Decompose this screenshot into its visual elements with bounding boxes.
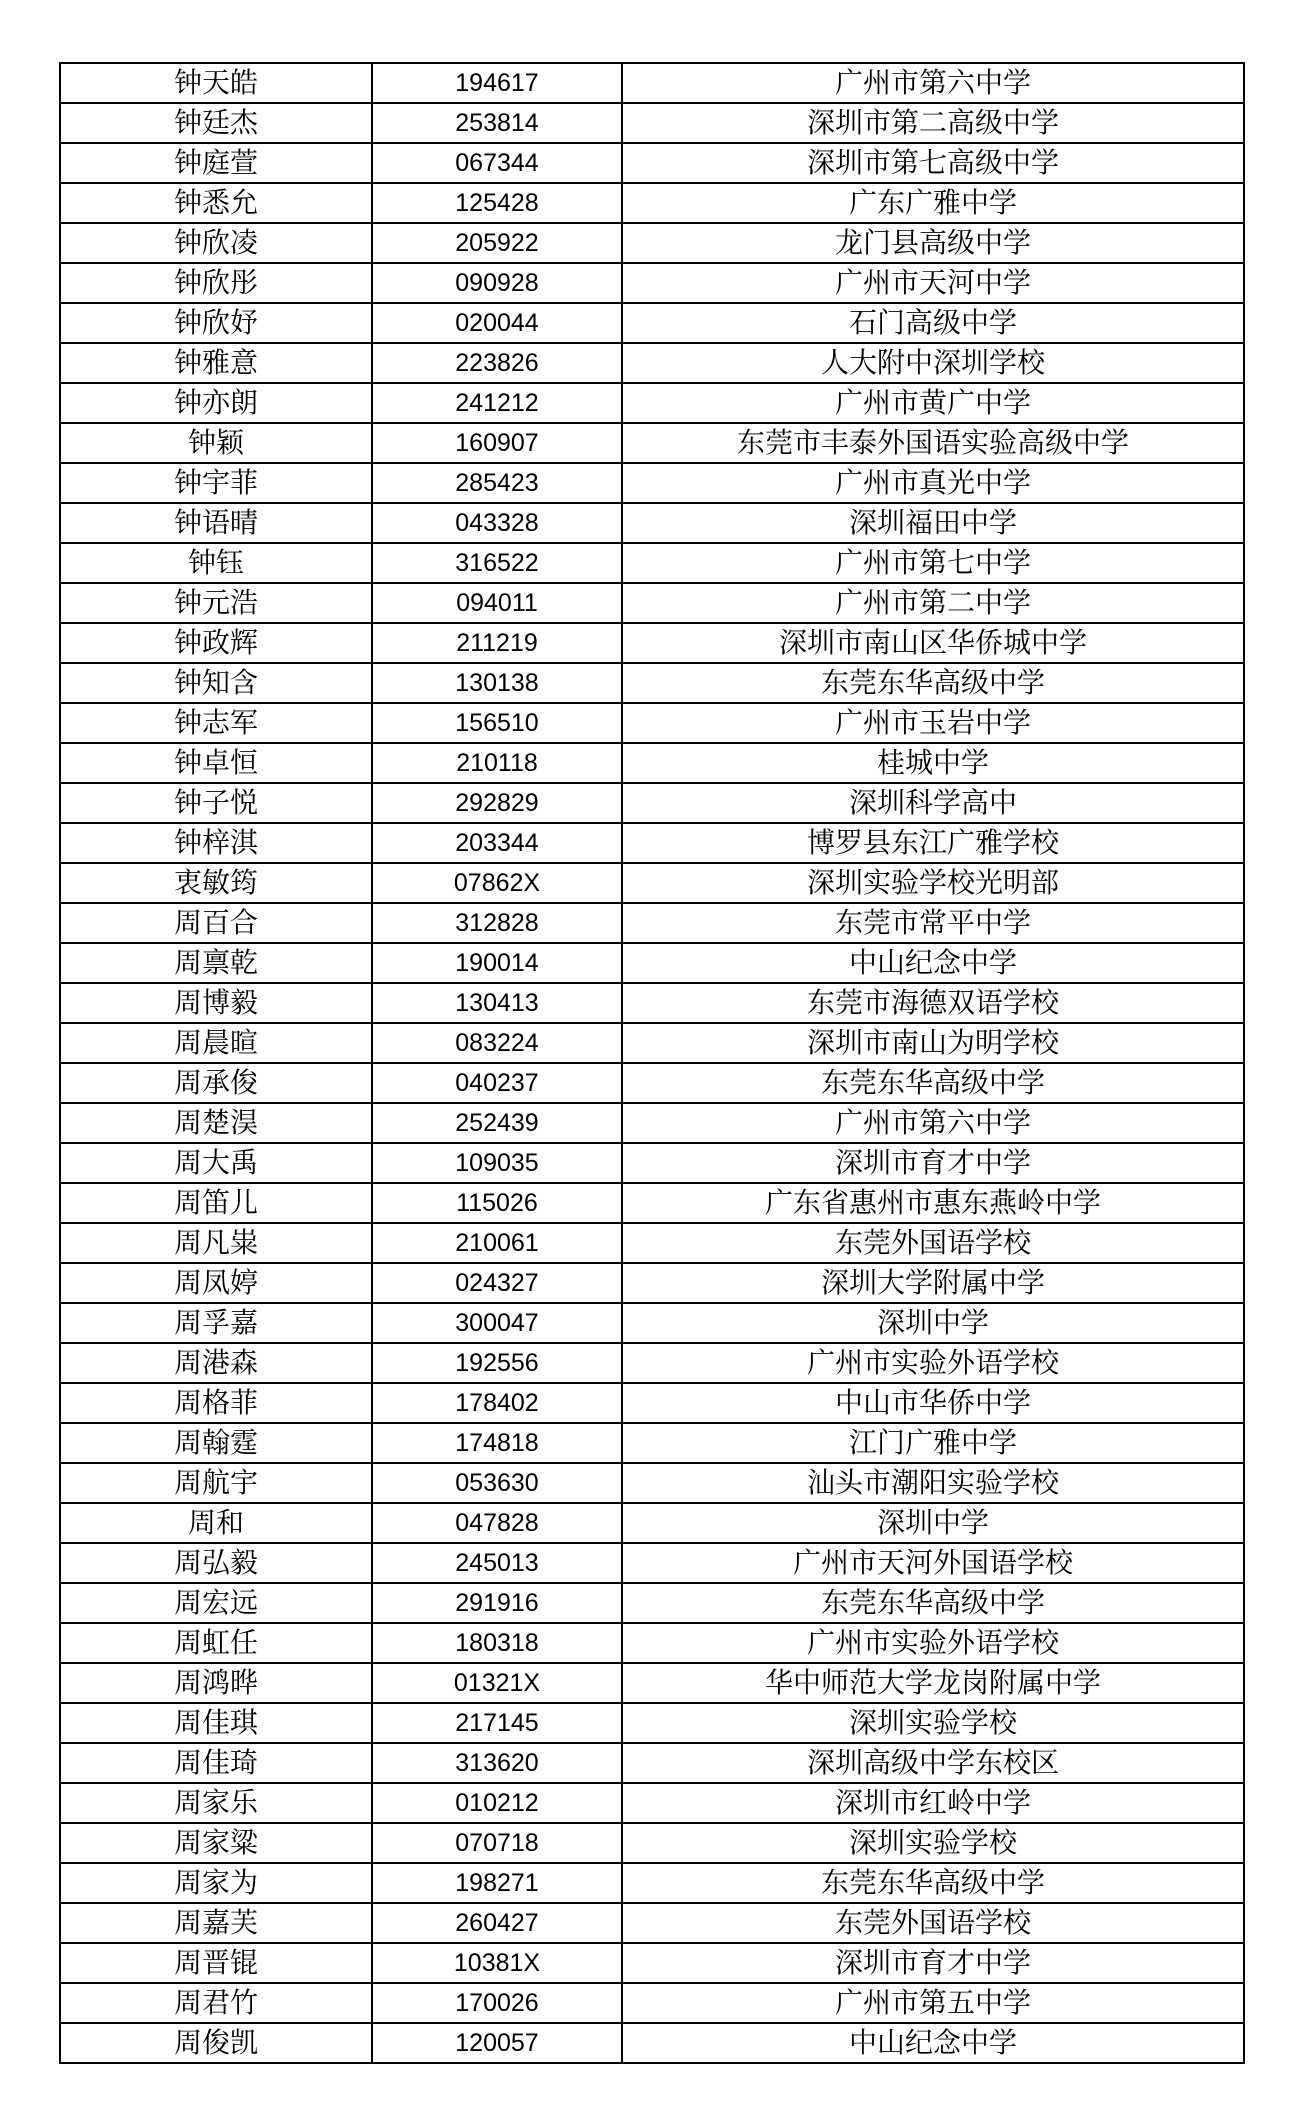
table-row <box>60 663 1244 703</box>
school-name-cell: 深圳大学附属中学 <box>622 1263 1244 1303</box>
student-name-cell: 周晨暄 <box>60 1023 372 1063</box>
student-name-cell: 周凡粜 <box>60 1223 372 1263</box>
school-name-cell: 东莞东华高级中学 <box>622 1863 1244 1903</box>
school-name-cell: 深圳实验学校 <box>622 1703 1244 1743</box>
table-row <box>60 903 1244 943</box>
table-row <box>60 423 1244 463</box>
student-id-cell: 094011 <box>372 583 622 623</box>
table-row <box>60 543 1244 583</box>
school-name-cell: 深圳市南山区华侨城中学 <box>622 623 1244 663</box>
student-id-cell: 300047 <box>372 1303 622 1343</box>
table-row <box>60 863 1244 903</box>
student-id-cell: 109035 <box>372 1143 622 1183</box>
student-id-cell: 178402 <box>372 1383 622 1423</box>
student-id-cell: 174818 <box>372 1423 622 1463</box>
student-id-cell: 210118 <box>372 743 622 783</box>
student-name-cell: 周禀乾 <box>60 943 372 983</box>
table-row <box>60 1783 1244 1823</box>
school-name-cell: 深圳科学高中 <box>622 783 1244 823</box>
student-name-cell: 钟亦朗 <box>60 383 372 423</box>
student-name-cell: 钟知含 <box>60 663 372 703</box>
student-name-cell: 钟欣彤 <box>60 263 372 303</box>
table-row <box>60 743 1244 783</box>
school-name-cell: 中山纪念中学 <box>622 2023 1244 2063</box>
student-name-cell: 钟语晴 <box>60 503 372 543</box>
student-id-cell: 190014 <box>372 943 622 983</box>
student-id-cell: 291916 <box>372 1583 622 1623</box>
student-id-cell: 210061 <box>372 1223 622 1263</box>
student-name-cell: 周嘉芙 <box>60 1903 372 1943</box>
table-row <box>60 1303 1244 1343</box>
student-name-cell: 周百合 <box>60 903 372 943</box>
table-row <box>60 1023 1244 1063</box>
table-row <box>60 463 1244 503</box>
table-row <box>60 183 1244 223</box>
student-id-cell: 053630 <box>372 1463 622 1503</box>
student-name-cell: 周虹任 <box>60 1623 372 1663</box>
student-id-cell: 024327 <box>372 1263 622 1303</box>
school-name-cell: 东莞东华高级中学 <box>622 1063 1244 1103</box>
table-row <box>60 103 1244 143</box>
student-name-cell: 钟元浩 <box>60 583 372 623</box>
school-name-cell: 广州市黄广中学 <box>622 383 1244 423</box>
table-row <box>60 1223 1244 1263</box>
table-row <box>60 1183 1244 1223</box>
student-name-cell: 周航宇 <box>60 1463 372 1503</box>
table-row <box>60 223 1244 263</box>
student-id-cell: 130138 <box>372 663 622 703</box>
school-name-cell: 中山纪念中学 <box>622 943 1244 983</box>
table-row <box>60 1863 1244 1903</box>
school-name-cell: 华中师范大学龙岗附属中学 <box>622 1663 1244 1703</box>
student-id-cell: 211219 <box>372 623 622 663</box>
school-name-cell: 中山市华侨中学 <box>622 1383 1244 1423</box>
student-id-cell: 253814 <box>372 103 622 143</box>
school-name-cell: 深圳市育才中学 <box>622 1143 1244 1183</box>
school-name-cell: 东莞市海德双语学校 <box>622 983 1244 1023</box>
school-name-cell: 东莞东华高级中学 <box>622 663 1244 703</box>
table-row <box>60 1583 1244 1623</box>
student-name-cell: 周格菲 <box>60 1383 372 1423</box>
student-name-cell: 周孚嘉 <box>60 1303 372 1343</box>
table-row <box>60 983 1244 1023</box>
student-id-cell: 217145 <box>372 1703 622 1743</box>
student-name-cell: 周佳琦 <box>60 1743 372 1783</box>
school-name-cell: 东莞外国语学校 <box>622 1903 1244 1943</box>
table-row <box>60 583 1244 623</box>
student-id-cell: 316522 <box>372 543 622 583</box>
student-id-cell: 180318 <box>372 1623 622 1663</box>
student-id-cell: 156510 <box>372 703 622 743</box>
school-name-cell: 广东省惠州市惠东燕岭中学 <box>622 1183 1244 1223</box>
student-table-body <box>60 63 1244 2063</box>
school-name-cell: 深圳实验学校光明部 <box>622 863 1244 903</box>
student-id-cell: 090928 <box>372 263 622 303</box>
student-name-cell: 周楚淏 <box>60 1103 372 1143</box>
student-id-cell: 205922 <box>372 223 622 263</box>
student-id-cell: 223826 <box>372 343 622 383</box>
student-name-cell: 钟子悦 <box>60 783 372 823</box>
student-name-cell: 周家粱 <box>60 1823 372 1863</box>
school-name-cell: 江门广雅中学 <box>622 1423 1244 1463</box>
school-name-cell: 广东广雅中学 <box>622 183 1244 223</box>
table-row <box>60 1423 1244 1463</box>
school-name-cell: 深圳中学 <box>622 1303 1244 1343</box>
student-name-cell: 周和 <box>60 1503 372 1543</box>
student-name-cell: 周港森 <box>60 1343 372 1383</box>
student-name-cell: 钟宇菲 <box>60 463 372 503</box>
school-name-cell: 深圳福田中学 <box>622 503 1244 543</box>
student-id-cell: 083224 <box>372 1023 622 1063</box>
table-row <box>60 1983 1244 2023</box>
table-row <box>60 1463 1244 1503</box>
student-id-cell: 170026 <box>372 1983 622 2023</box>
table-row <box>60 1143 1244 1183</box>
school-name-cell: 深圳实验学校 <box>622 1823 1244 1863</box>
student-id-cell: 198271 <box>372 1863 622 1903</box>
table-row <box>60 1903 1244 1943</box>
student-name-cell: 周俊凯 <box>60 2023 372 2063</box>
school-name-cell: 深圳中学 <box>622 1503 1244 1543</box>
school-name-cell: 人大附中深圳学校 <box>622 343 1244 383</box>
table-row <box>60 1663 1244 1703</box>
table-row <box>60 143 1244 183</box>
student-name-cell: 钟志军 <box>60 703 372 743</box>
school-name-cell: 深圳市第七高级中学 <box>622 143 1244 183</box>
school-name-cell: 广州市第二中学 <box>622 583 1244 623</box>
student-name-cell: 钟欣妤 <box>60 303 372 343</box>
school-name-cell: 深圳市南山为明学校 <box>622 1023 1244 1063</box>
student-name-cell: 周鸿晔 <box>60 1663 372 1703</box>
school-name-cell: 深圳市红岭中学 <box>622 1783 1244 1823</box>
school-name-cell: 深圳高级中学东校区 <box>622 1743 1244 1783</box>
student-id-cell: 312828 <box>372 903 622 943</box>
student-name-cell: 钟政辉 <box>60 623 372 663</box>
school-name-cell: 广州市第七中学 <box>622 543 1244 583</box>
student-id-cell: 194617 <box>372 63 622 103</box>
student-name-cell: 钟庭萱 <box>60 143 372 183</box>
school-name-cell: 桂城中学 <box>622 743 1244 783</box>
table-row <box>60 1743 1244 1783</box>
school-name-cell: 龙门县高级中学 <box>622 223 1244 263</box>
table-row <box>60 503 1244 543</box>
school-name-cell: 广州市天河中学 <box>622 263 1244 303</box>
student-name-cell: 周博毅 <box>60 983 372 1023</box>
student-name-cell: 钟雅意 <box>60 343 372 383</box>
table-row <box>60 1503 1244 1543</box>
student-id-cell: 130413 <box>372 983 622 1023</box>
table-row <box>60 783 1244 823</box>
school-name-cell: 东莞外国语学校 <box>622 1223 1244 1263</box>
school-name-cell: 东莞市丰泰外国语实验高级中学 <box>622 423 1244 463</box>
student-name-cell: 周宏远 <box>60 1583 372 1623</box>
student-name-cell: 周佳琪 <box>60 1703 372 1743</box>
student-name-cell: 周大禹 <box>60 1143 372 1183</box>
student-id-cell: 125428 <box>372 183 622 223</box>
student-name-cell: 周笛儿 <box>60 1183 372 1223</box>
table-row <box>60 1623 1244 1663</box>
table-row <box>60 383 1244 423</box>
student-id-cell: 043328 <box>372 503 622 543</box>
student-name-cell: 钟悉允 <box>60 183 372 223</box>
table-row <box>60 1103 1244 1143</box>
student-id-cell: 203344 <box>372 823 622 863</box>
table-row <box>60 1943 1244 1983</box>
table-row <box>60 1543 1244 1583</box>
table-row <box>60 63 1244 103</box>
student-name-cell: 钟天皓 <box>60 63 372 103</box>
table-row <box>60 1823 1244 1863</box>
table-row <box>60 1343 1244 1383</box>
student-name-cell: 周弘毅 <box>60 1543 372 1583</box>
student-id-cell: 020044 <box>372 303 622 343</box>
school-name-cell: 广州市天河外国语学校 <box>622 1543 1244 1583</box>
school-name-cell: 石门高级中学 <box>622 303 1244 343</box>
student-name-cell: 周家为 <box>60 1863 372 1903</box>
school-name-cell: 东莞市常平中学 <box>622 903 1244 943</box>
school-name-cell: 深圳市育才中学 <box>622 1943 1244 1983</box>
student-name-cell: 钟梓淇 <box>60 823 372 863</box>
student-name-cell: 钟欣凌 <box>60 223 372 263</box>
student-id-cell: 10381X <box>372 1943 622 1983</box>
school-name-cell: 广州市实验外语学校 <box>622 1623 1244 1663</box>
table-row <box>60 1383 1244 1423</box>
school-name-cell: 博罗县东江广雅学校 <box>622 823 1244 863</box>
school-name-cell: 东莞东华高级中学 <box>622 1583 1244 1623</box>
student-id-cell: 292829 <box>372 783 622 823</box>
student-id-cell: 07862X <box>372 863 622 903</box>
table-row <box>60 303 1244 343</box>
student-id-cell: 115026 <box>372 1183 622 1223</box>
table-row <box>60 823 1244 863</box>
student-name-cell: 钟廷杰 <box>60 103 372 143</box>
student-name-cell: 周凤婷 <box>60 1263 372 1303</box>
student-id-cell: 120057 <box>372 2023 622 2063</box>
table-row <box>60 2023 1244 2063</box>
student-id-cell: 01321X <box>372 1663 622 1703</box>
student-id-cell: 010212 <box>372 1783 622 1823</box>
school-name-cell: 汕头市潮阳实验学校 <box>622 1463 1244 1503</box>
student-name-cell: 周君竹 <box>60 1983 372 2023</box>
table-row <box>60 1263 1244 1303</box>
student-name-cell: 周承俊 <box>60 1063 372 1103</box>
student-name-cell: 周晋锟 <box>60 1943 372 1983</box>
student-id-cell: 067344 <box>372 143 622 183</box>
student-id-cell: 192556 <box>372 1343 622 1383</box>
student-table <box>59 62 1245 2064</box>
student-name-cell: 钟颖 <box>60 423 372 463</box>
table-row <box>60 1063 1244 1103</box>
student-id-cell: 260427 <box>372 1903 622 1943</box>
student-id-cell: 285423 <box>372 463 622 503</box>
student-id-cell: 313620 <box>372 1743 622 1783</box>
school-name-cell: 广州市第六中学 <box>622 63 1244 103</box>
school-name-cell: 深圳市第二高级中学 <box>622 103 1244 143</box>
student-id-cell: 241212 <box>372 383 622 423</box>
student-name-cell: 周翰霆 <box>60 1423 372 1463</box>
student-id-cell: 245013 <box>372 1543 622 1583</box>
table-row <box>60 1703 1244 1743</box>
school-name-cell: 广州市真光中学 <box>622 463 1244 503</box>
student-name-cell: 衷敏筠 <box>60 863 372 903</box>
student-id-cell: 040237 <box>372 1063 622 1103</box>
student-id-cell: 047828 <box>372 1503 622 1543</box>
table-row <box>60 703 1244 743</box>
school-name-cell: 广州市第六中学 <box>622 1103 1244 1143</box>
school-name-cell: 广州市实验外语学校 <box>622 1343 1244 1383</box>
table-row <box>60 343 1244 383</box>
student-id-cell: 160907 <box>372 423 622 463</box>
school-name-cell: 广州市玉岩中学 <box>622 703 1244 743</box>
student-id-cell: 070718 <box>372 1823 622 1863</box>
school-name-cell: 广州市第五中学 <box>622 1983 1244 2023</box>
student-id-cell: 252439 <box>372 1103 622 1143</box>
table-row <box>60 263 1244 303</box>
student-name-cell: 钟钰 <box>60 543 372 583</box>
student-name-cell: 周家乐 <box>60 1783 372 1823</box>
table-row <box>60 943 1244 983</box>
table-row <box>60 623 1244 663</box>
student-name-cell: 钟卓恒 <box>60 743 372 783</box>
